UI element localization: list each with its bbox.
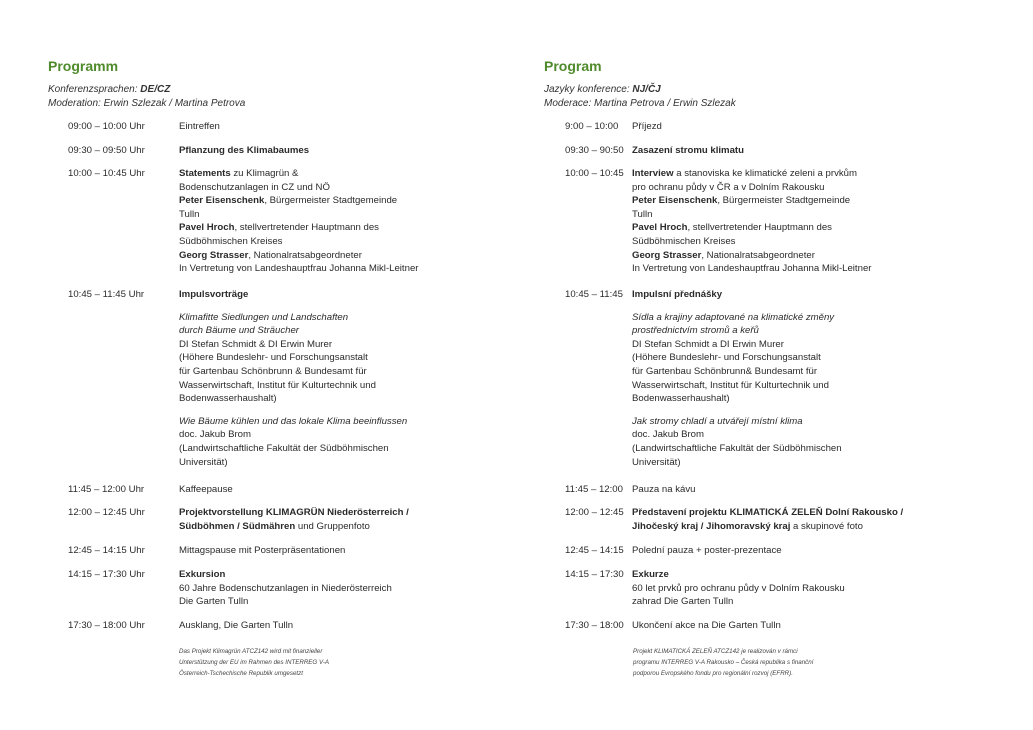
time-slot: 10:00 – 10:45 — [565, 168, 624, 179]
program-heading: Programm — [48, 58, 119, 74]
item-description: Projektvorstellung KLIMAGRÜN Niederösterreich / Südböhmen / Südmähren und Gruppenfoto — [179, 507, 409, 532]
time-slot: 12:45 – 14:15 Uhr — [68, 545, 145, 556]
time-slot: 17:30 – 18:00 Uhr — [68, 620, 145, 631]
item-title: Příjezd — [632, 121, 662, 132]
program-heading: Program — [544, 58, 602, 74]
time-slot: 10:00 – 10:45 Uhr — [68, 168, 145, 179]
item-description: Exkursion 60 Jahre Bodenschutzanlagen in Niederösterreich Die Garten Tulln — [179, 568, 479, 609]
item-description: Představení projektu KLIMATICKÁ ZELEŇ Dolní Rakousko / Jihočeský kraj / Jihomoravský kraj a skupinové foto — [632, 507, 904, 532]
moderation: Moderace: Martina Petrova / Erwin Szlezak — [544, 98, 736, 109]
time-slot: 9:00 – 10:00 — [565, 121, 619, 132]
time-slot: 11:45 – 12:00 — [565, 484, 623, 495]
conference-languages: Konferenzsprachen: DE/CZ — [48, 84, 171, 95]
time-slot: 09:30 – 09:50 Uhr — [68, 145, 145, 156]
time-slot: 14:15 – 17:30 Uhr — [68, 569, 145, 580]
time-slot: 12:00 – 12:45 Uhr — [68, 507, 145, 518]
item-title: Impulsvorträge — [179, 289, 249, 300]
time-slot: 11:45 – 12:00 Uhr — [68, 484, 145, 495]
item-description: Impulsní přednášky Sídla a krajiny adaptované na klimatické změny prostřednictvím stromů a keřů DI Stefan Schmidt a DI Erwin Murer (Höhere Bundeslehr- und Forschungsanstalt für Gartenbau Schönbrunn& Bundesamt für Wasserwirtschaft, Institut für Kulturtechnik und Bodenwasserhaushalt) Jak stromy chladí a utvářejí místní klima doc. Jakub Brom (Landwirtschaftliche Fakultät der Südböhmischen Universität) — [632, 288, 932, 469]
conference-languages: Jazyky konference: NJ/ČJ — [544, 84, 661, 95]
item-title: Pflanzung des Klimabaumes — [179, 145, 310, 156]
item-title: Mittagspause mit Posterpräsentationen — [179, 545, 346, 556]
item-title: Eintreffen — [179, 121, 220, 132]
item-description: Statements zu Klimagrün & Bodenschutzanlagen in CZ und NÖ Peter Eisenschenk, Bürgermeister Stadtgemeinde Tulln Pavel Hroch, stellvertretender Hauptmann des Südböhmischen Kreises Georg Strasser, Nationalratsabgeordneter In Vertretung von Landeshauptfrau Johanna Mikl-Leitner — [179, 168, 419, 275]
item-title: Kaffeepause — [179, 484, 233, 495]
item-title: Ukončení akce na Die Garten Tulln — [632, 620, 781, 631]
time-slot: 09:30 – 90:50 — [565, 145, 624, 156]
item-title: Zasazení stromu klimatu — [632, 145, 744, 156]
item-title: Impulsní přednášky — [632, 289, 723, 300]
time-slot: 10:45 – 11:45 — [565, 289, 623, 300]
item-description: Interview a stanoviska ke klimatické zeleni a prvkům pro ochranu půdy v ČR a v Dolním Rakousku Peter Eisenschenk, Bürgermeister Stadtgemeinde Tulln Pavel Hroch, stellvertretender Hauptmann des Südböhmischen Kreises Georg Strasser, Nationalratsabgeordneter In Vertretung von Landeshauptfrau Johanna Mikl-Leitner — [632, 168, 872, 275]
moderation: Moderation: Erwin Szlezak / Martina Petrova — [48, 98, 246, 109]
time-slot: 17:30 – 18:00 — [565, 620, 624, 631]
time-slot: 12:45 – 14:15 — [565, 545, 624, 556]
item-title: Exkursion — [179, 569, 226, 580]
item-title: Exkurze — [632, 569, 669, 580]
time-slot: 14:15 – 17:30 — [565, 569, 624, 580]
item-description: Exkurze 60 let prvků pro ochranu půdy v Dolním Rakousku zahrad Die Garten Tulln — [632, 568, 932, 609]
item-title: Ausklang, Die Garten Tulln — [179, 620, 294, 631]
funding-note: Projekt KLIMATICKÁ ZELEŇ ATCZ142 je realizován v rámci programu INTERREG V-A Rakousko – Česká republika s finanční podporou Evropského fondu pro regionální rozvoj (EFRR). — [633, 648, 814, 677]
funding-note: Das Projekt Klimagrün ATCZ142 wird mit finanzieller Unterstützung der EU im Rahmen des INTERREG V-A Österreich-Tschechische Republik umgesetzt — [179, 648, 330, 677]
item-title: Polední pauza + poster-prezentace — [632, 545, 782, 556]
item-description: Impulsvorträge Klimafitte Siedlungen und Landschaften durch Bäume und Sträucher DI Stefan Schmidt & DI Erwin Murer (Höhere Bundeslehr- und Forschungsanstalt für Gartenbau Schönbrunn & Bundesamt für Wasserwirtschaft, Institut für Kulturtechnik und Bodenwasserhaushalt) Wie Bäume kühlen und das lokale Klima beeinflussen doc. Jakub Brom (Landwirtschaftliche Fakultät der Südböhmischen Universität) — [179, 288, 479, 469]
time-slot: 09:00 – 10:00 Uhr — [68, 121, 145, 132]
item-title: Pauza na kávu — [632, 484, 696, 495]
time-slot: 10:45 – 11:45 Uhr — [68, 289, 145, 300]
time-slot: 12:00 – 12:45 — [565, 507, 624, 518]
